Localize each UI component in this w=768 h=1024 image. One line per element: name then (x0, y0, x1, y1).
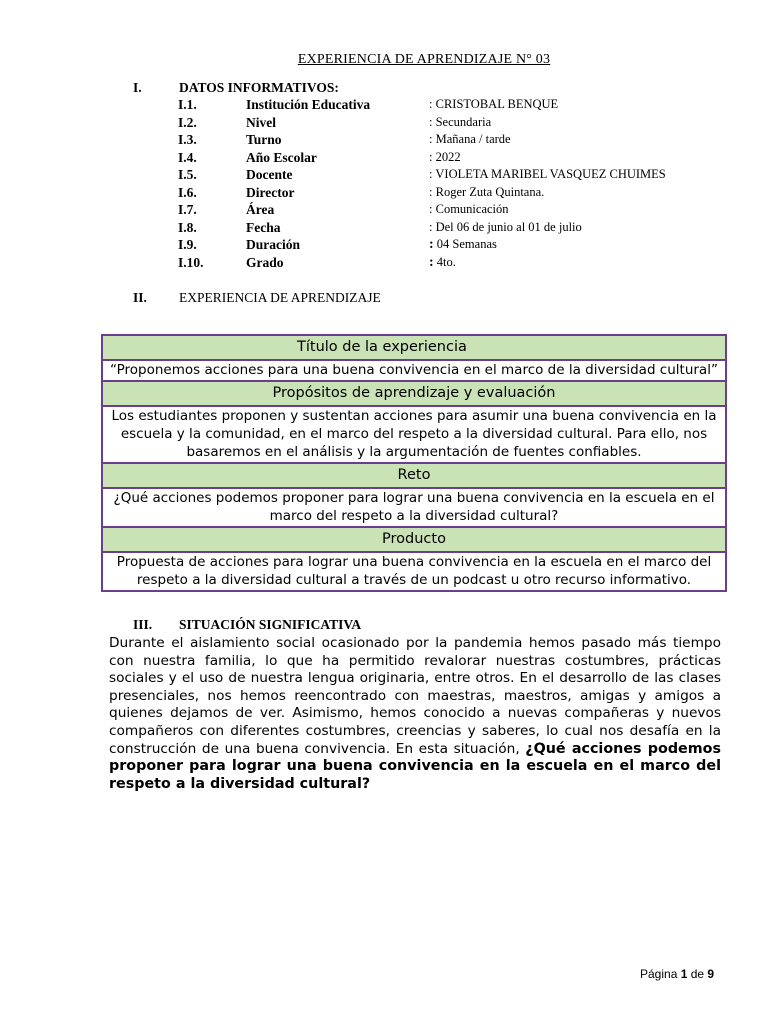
info-number: I.8. (178, 219, 197, 235)
info-row (178, 150, 738, 168)
situacion-paragraph (109, 635, 721, 793)
info-colon: : (429, 202, 433, 216)
info-value-wrap (429, 167, 666, 182)
section-heading: DATOS INFORMATIVOS: (179, 80, 339, 95)
section-number: II. (133, 290, 147, 305)
reto-value: ¿Qué acciones podemos proponer para lograr una buena convivencia en la escuela en el marco del respeto a la diversidad cultural? (103, 487, 725, 526)
info-colon: : (429, 149, 433, 164)
titulo-value: “Proponemos acciones para una buena convivencia en el marco de la diversidad cultural” (103, 359, 725, 380)
info-value-wrap (429, 202, 509, 217)
info-value: VIOLETA MARIBEL VASQUEZ CHUIMES (432, 167, 666, 181)
info-value-wrap (429, 97, 558, 112)
info-value: Secundaria (432, 114, 492, 129)
propositos-value: Los estudiantes proponen y sustentan acciones para asumir una buena convivencia en la escuela y la comunidad, en el marco del respeto a la diversidad cultural. Para ello, nos basaremos en el análisis y la argumentación de fuentes confiables. (103, 405, 725, 462)
info-number: I.7. (178, 202, 197, 217)
section-heading: SITUACIÓN SIGNIFICATIVA (179, 617, 362, 632)
producto-header: Producto (103, 526, 725, 551)
info-label: Duración (246, 237, 300, 252)
info-value: Del 06 de junio al 01 de julio (432, 219, 582, 234)
section-number: I. (133, 80, 142, 95)
propositos-header: Propósitos de aprendizaje y evaluación (103, 380, 725, 405)
info-row (178, 97, 738, 115)
info-colon: : (429, 114, 433, 129)
info-value: 2022 (432, 149, 461, 164)
info-row (178, 115, 738, 133)
section-heading: EXPERIENCIA DE APRENDIZAJE (179, 290, 381, 305)
info-value-wrap (429, 237, 497, 253)
info-row (178, 167, 738, 185)
info-label: Fecha (246, 219, 281, 235)
info-label: Turno (246, 132, 282, 147)
info-value: 04 Semanas (433, 237, 497, 251)
info-number: I.9. (178, 237, 197, 252)
info-label: Área (246, 202, 275, 217)
producto-value: Propuesta de acciones para lograr una buena convivencia en la escuela en el marco del respeto a la diversidad cultural a través de un podcast u otro recurso informativo. (103, 551, 725, 590)
info-colon: : (429, 167, 433, 181)
titulo-header: Título de la experiencia (103, 336, 725, 359)
total-pages: 9 (707, 967, 715, 981)
info-colon: : (429, 184, 433, 199)
info-number: I.1. (178, 97, 197, 112)
info-value-wrap (429, 150, 461, 165)
info-label: Nivel (246, 114, 276, 130)
info-label: Grado (246, 254, 284, 270)
info-label: Año Escolar (246, 149, 317, 165)
info-number: I.6. (178, 184, 197, 200)
info-row (178, 237, 738, 255)
info-number: I.10. (178, 254, 204, 270)
info-number: I.5. (178, 167, 197, 182)
info-value: Comunicación (432, 202, 509, 216)
info-label: Director (246, 184, 295, 200)
info-value-wrap (429, 220, 582, 235)
info-row (178, 220, 738, 238)
info-value: 4to. (433, 254, 456, 269)
info-value-wrap (429, 132, 511, 147)
info-row (178, 255, 738, 273)
situacion-text: Durante el aislamiento social ocasionado por la pandemia hemos pasado más tiempo con nuestra familia, lo que ha permitido revalorar nuestras costumbres, prácticas sociales y el uso de nuestra lengua originaria, entre otros. En el desarrollo de las clases presenciales, nos hemos reencontrado con maestras, maestros, amigas y amigos a quienes dejamos de ver. Asimismo, hemos conocido a nuevas compañeras y nuevos compañeros con diferentes costumbres, creencias y saberes, lo cual nos desafía en la construcción de una buena convivencia. En esta situación, (109, 635, 721, 757)
info-value-wrap (429, 185, 544, 200)
section-number: III. (133, 617, 153, 632)
situacion-question: ¿Qué acciones podemos proponer para lograr una buena convivencia en la escuela en el marco del respeto a la diversidad cultural? (109, 740, 721, 792)
experience-table (101, 334, 727, 592)
info-colon: : (429, 97, 433, 111)
info-number: I.3. (178, 132, 197, 147)
info-value: Mañana / tarde (432, 132, 511, 146)
info-colon: : (429, 219, 433, 234)
info-colon: : (429, 132, 433, 146)
info-row (178, 202, 738, 220)
page-label: Página (640, 967, 681, 981)
reto-header: Reto (103, 462, 725, 487)
info-value: Roger Zuta Quintana. (432, 184, 545, 199)
page-separator: de (687, 967, 708, 981)
info-value-wrap (429, 255, 456, 271)
info-row (178, 185, 738, 203)
info-row (178, 132, 738, 150)
info-value: CRISTOBAL BENQUE (432, 97, 559, 111)
info-colon: : (429, 237, 434, 252)
info-label: Institución Educativa (246, 97, 371, 112)
info-list (178, 97, 738, 272)
info-number: I.2. (178, 114, 197, 130)
current-page: 1 (680, 967, 688, 981)
info-colon: : (429, 254, 434, 270)
document-title: EXPERIENCIA DE APRENDIZAJE N° 03 (297, 52, 551, 67)
info-label: Docente (246, 167, 293, 182)
page-number (640, 967, 714, 981)
info-number: I.4. (178, 149, 197, 165)
info-value-wrap (429, 115, 491, 130)
